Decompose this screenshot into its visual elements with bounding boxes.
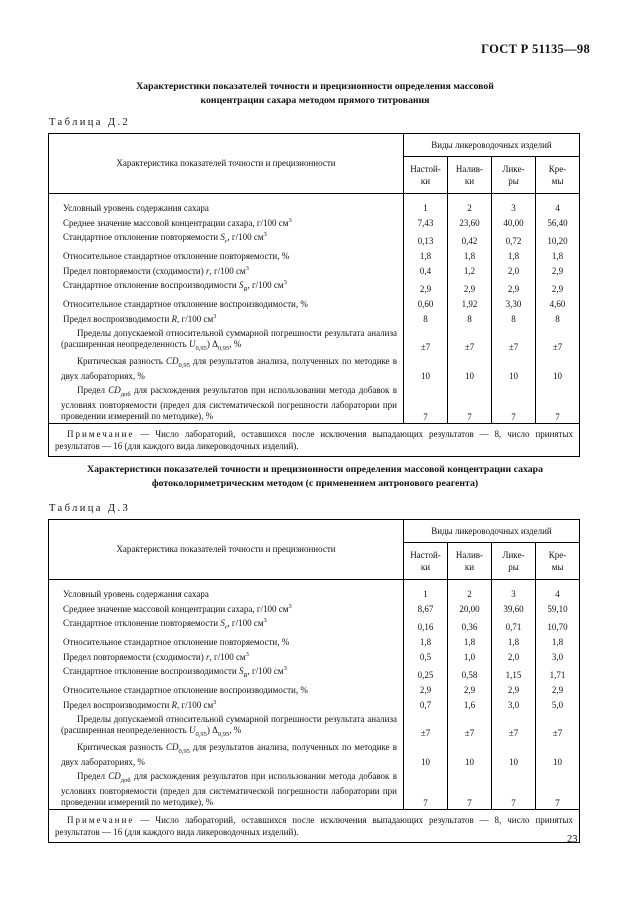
table-row: Стандартное отклонение повторяемости $S_r$, г/100 $см^3$ 0,16 0,36 0,71 10,70 — [49, 615, 580, 633]
table-d2-heading — [40, 80, 590, 108]
table-d3-head-group: Виды ликероводочных изделий — [404, 520, 580, 543]
table-d3-head-col3: Ликe- ры — [492, 543, 536, 580]
table-d3 — [48, 519, 580, 843]
table-row: Среднее значение массовой концентрации сахара, г/100 $см^3$ 8,67 20,00 39,60 59,10 — [49, 600, 580, 615]
table-d2-head-col4: Кре- мы — [536, 157, 580, 194]
table-d3-head-col1: Настой- ки — [404, 543, 448, 580]
table-row: Условный уровень содержания сахара 1 2 3 4 — [49, 580, 580, 601]
table-row: Предел воспроизводимости R, г/100 $см^3$ 8 8 8 8 — [49, 310, 580, 325]
table-row: Предел $CD_{доб}$ для расхождения результатов при использовании метода добавок в условиях повторяемости (предел для систематической погрешности лаборатории при проведении измерений по методике), % 7 7 7 7 — [49, 768, 580, 809]
table-row: Условный уровень содержания сахара 1 2 3 4 — [49, 194, 580, 215]
table-row: Стандартное отклонение воспроизводимости $S_R$, г/100 $см^3$ 0,25 0,58 1,15 1,71 — [49, 663, 580, 681]
table-d3-heading — [40, 463, 590, 491]
page-number: 23 — [567, 834, 578, 845]
table-row: Относительное стандартное отклонение повторяемости, % 1,8 1,8 1,8 1,8 — [49, 247, 580, 262]
table-d3-note: Примечание — Число лабораторий, оставшихся после исключения выпадающих результатов — 8, число принятых результатов — 16 (для каждого вида ликероводочных изделий). — [49, 809, 580, 842]
table-row: Критическая разность $CD_{0,95}$ для результатов анализа, полученных по методике в двух лабораториях, % 10 10 10 10 — [49, 353, 580, 382]
table-row: Предел повторяемости (сходимости) r, г/100 $см^3$ 0,4 1,2 2,0 2,9 — [49, 262, 580, 277]
table-row: Критическая разность $CD_{0,95}$ для результатов анализа, полученных по методике в двух лабораториях, % 10 10 10 10 — [49, 739, 580, 768]
table-row: Предел $CD_{доб}$ для расхождения результатов при использовании метода добавок в условиях повторяемости (предел для систематической погрешности лаборатории при проведении измерений по методике), % 7 7 7 7 — [49, 382, 580, 423]
table-row: Относительное стандартное отклонение воспроизводимости, % 2,9 2,9 2,9 2,9 — [49, 681, 580, 696]
table-d2-head-group: Виды ликероводочных изделий — [404, 134, 580, 157]
table-d2-heading-line2: концентрации сахара методом прямого титрования — [200, 95, 430, 106]
table-d3-heading-line2: фотоколориметрическим методом (с применением антронового реагента) — [151, 478, 479, 489]
table-row: Предел воспроизводимости R, г/100 $см^3$ 0,7 1,6 3,0 5,0 — [49, 696, 580, 711]
table-d2-caption: Таблица Д.2 — [49, 117, 131, 128]
table-d3-heading-line1: Характеристики показателей точности и прецизионности определения массовой концентрации сахара — [87, 464, 543, 475]
table-d2-head-col2: Налив- ки — [448, 157, 492, 194]
table-d3-head-main: Характеристика показателей точности и прецизионности — [49, 520, 404, 580]
table-d2 — [48, 133, 580, 457]
table-row: Пределы допускаемой относительной суммарной погрешности результата анализа (расширенная неопределенность $U_{0,95}$) $\Delta_{0,95}$, % ±7 ±7 ±7 ±7 — [49, 711, 580, 740]
standard-number: ГОСТ Р 51135—98 — [481, 42, 590, 56]
table-row: Стандартное отклонение повторяемости $S_r$, г/100 $см^3$ 0,13 0,42 0,72 10,20 — [49, 229, 580, 247]
table-d3-caption: Таблица Д.3 — [49, 503, 131, 514]
table-row: Относительное стандартное отклонение повторяемости, % 1,8 1,8 1,8 1,8 — [49, 633, 580, 648]
table-d2-heading-line1: Характеристики показателей точности и прецизионности определения массовой — [136, 81, 494, 92]
table-row: Среднее значение массовой концентрации сахара, г/100 $см^3$ 7,43 23,60 40,00 56,40 — [49, 214, 580, 229]
table-row: Относительное стандартное отклонение воспроизводимости, % 0,60 1,92 3,30 4,60 — [49, 295, 580, 310]
table-d3-head-col4: Кре- мы — [536, 543, 580, 580]
table-d3-head-col2: Налив- ки — [448, 543, 492, 580]
table-d2-note: Примечание — Число лабораторий, оставшихся после исключения выпадающих результатов — 8, число принятых результатов — 16 (для каждого вида ликероводочных изделий). — [49, 423, 580, 456]
table-row: Пределы допускаемой относительной суммарной погрешности результата анализа (расширенная неопределенность $U_{0,95}$) $\Delta_{0,95}$, % ±7 ±7 ±7 ±7 — [49, 325, 580, 354]
table-row: Стандартное отклонение воспроизводимости $S_R$, г/100 $см^3$ 2,9 2,9 2,9 2,9 — [49, 277, 580, 295]
table-d2-head-col3: Ликe- ры — [492, 157, 536, 194]
table-row: Предел повторяемости (сходимости) r, г/100 $см^3$ 0,5 1,0 2,0 3,0 — [49, 648, 580, 663]
table-d2-head-col1: Настой- ки — [404, 157, 448, 194]
table-d2-head-main: Характеристика показателей точности и прецизионности — [49, 134, 404, 194]
